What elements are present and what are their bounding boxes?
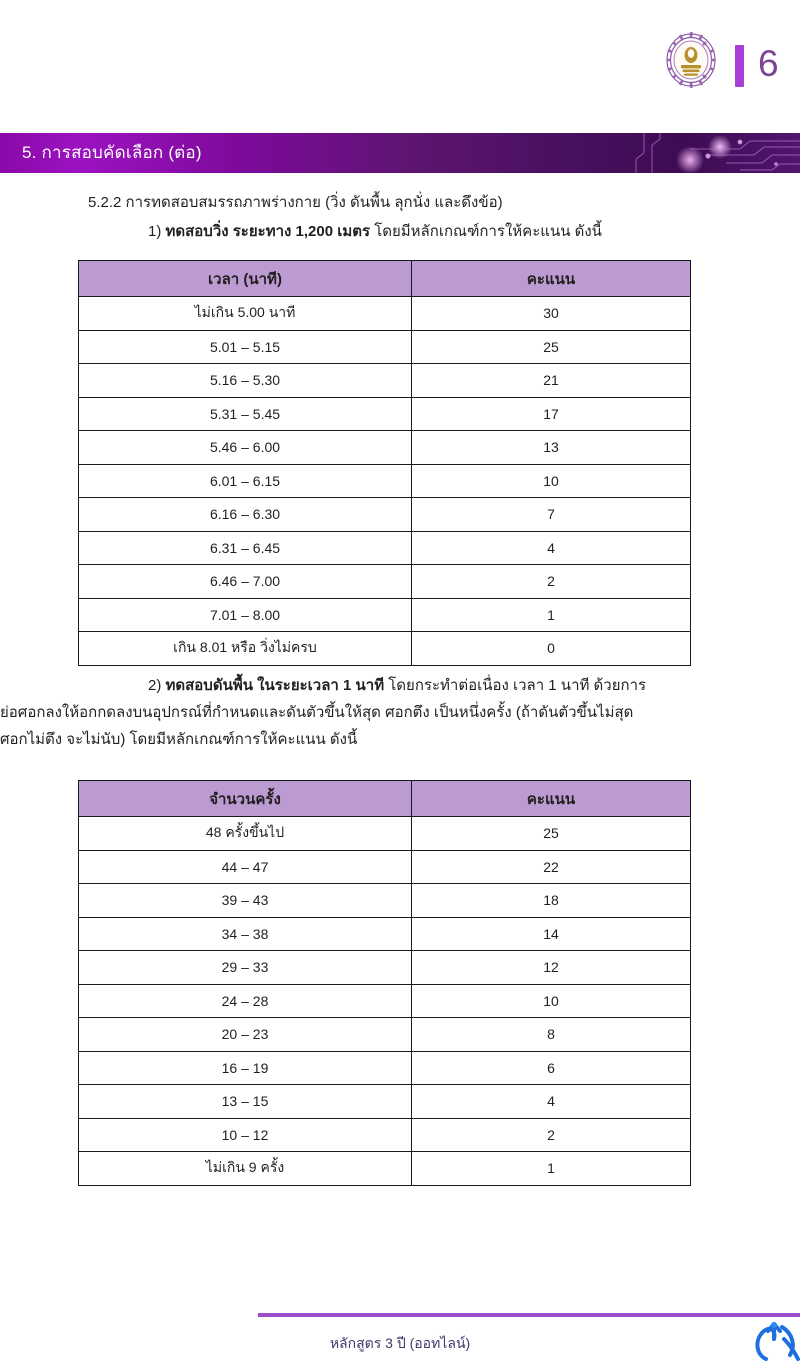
- section-banner: [0, 133, 800, 173]
- cell-score: 25: [412, 817, 691, 851]
- cell-score: 14: [412, 917, 691, 951]
- cell-count: 39 – 43: [79, 884, 412, 918]
- table-row: [79, 598, 691, 632]
- cell-score: 12: [412, 951, 691, 985]
- table-row: [79, 364, 691, 398]
- cell-score: 7: [412, 498, 691, 532]
- university-seal-icon: [664, 31, 718, 89]
- cell-score: 1: [412, 1152, 691, 1186]
- cell-time: 6.31 – 6.45: [79, 531, 412, 565]
- cell-count: 16 – 19: [79, 1051, 412, 1085]
- cell-time: 5.31 – 5.45: [79, 397, 412, 431]
- cell-time: เกิน 8.01 หรือ วิ่งไม่ครบ: [79, 632, 412, 666]
- page-number: 6: [758, 43, 779, 84]
- table-row: [79, 817, 691, 851]
- pushup-test-paragraph: [0, 672, 800, 753]
- column-header-time: เวลา (นาที): [79, 261, 412, 297]
- cell-score: 10: [412, 984, 691, 1018]
- table-row: [79, 1018, 691, 1052]
- table-row: [79, 531, 691, 565]
- table-row: [79, 1051, 691, 1085]
- page-footer: [0, 1313, 800, 1368]
- run-test-suffix: โดยมีหลักเกณฑ์การให้คะแนน ดังนี้: [370, 223, 602, 240]
- run-score-table: [78, 260, 691, 666]
- cell-score: 6: [412, 1051, 691, 1085]
- cell-time: 5.01 – 5.15: [79, 330, 412, 364]
- cell-count: 29 – 33: [79, 951, 412, 985]
- cell-count: 10 – 12: [79, 1118, 412, 1152]
- subsection-heading: 5.2.2 การทดสอบสมรรถภาพร่างกาย (วิ่ง ดันพื้น ลุกนั่ง และดึงข้อ): [88, 194, 503, 211]
- cell-count: 48 ครั้งขึ้นไป: [79, 817, 412, 851]
- table-row: [79, 431, 691, 465]
- cell-score: 2: [412, 565, 691, 599]
- pushup-paragraph-line-3: ศอกไม่ตึง จะไม่นับ) โดยมีหลักเกณฑ์การให้คะแนน ดังนี้: [0, 731, 358, 748]
- table-row: [79, 917, 691, 951]
- table-row: [79, 297, 691, 331]
- table-row: [79, 884, 691, 918]
- table-row: [79, 565, 691, 599]
- cell-count: 13 – 15: [79, 1085, 412, 1119]
- column-header-count: จำนวนครั้ง: [79, 781, 412, 817]
- circuit-pattern-icon: [540, 133, 800, 173]
- pushup-test-title: ทดสอบดันพื้น ในระยะเวลา 1 นาที: [165, 677, 385, 694]
- table-row: [79, 330, 691, 364]
- cell-score: 17: [412, 397, 691, 431]
- cell-count: 20 – 23: [79, 1018, 412, 1052]
- table-row: [79, 397, 691, 431]
- cell-score: 13: [412, 431, 691, 465]
- page-header: [0, 0, 800, 125]
- cell-count: 44 – 47: [79, 850, 412, 884]
- cell-score: 0: [412, 632, 691, 666]
- cell-time: 6.01 – 6.15: [79, 464, 412, 498]
- cell-score: 25: [412, 330, 691, 364]
- pushup-paragraph-line-1: [0, 672, 800, 699]
- cell-score: 4: [412, 531, 691, 565]
- footer-label: หลักสูตร 3 ปี (ออทไลน์): [329, 1335, 471, 1351]
- cell-count: ไม่เกิน 9 ครั้ง: [79, 1152, 412, 1186]
- vertical-bar-icon: [735, 45, 744, 87]
- run-test-number: 1): [148, 223, 166, 240]
- cell-score: 8: [412, 1018, 691, 1052]
- cell-time: 6.46 – 7.00: [79, 565, 412, 599]
- cell-time: ไม่เกิน 5.00 นาที: [79, 297, 412, 331]
- table-row: [79, 1152, 691, 1186]
- pushup-paragraph-line-2: ย่อศอกลงให้อกกดลงบนอุปกรณ์ที่กำหนดและดันตัวขึ้นให้สุด ศอกตึง เป็นหนึ่งครั้ง (ถ้าดันตัวขึ้นไม่สุด: [0, 704, 634, 721]
- table-row: [79, 951, 691, 985]
- table-row: [79, 850, 691, 884]
- cell-score: 30: [412, 297, 691, 331]
- table-row: [79, 1085, 691, 1119]
- table-header-row: [79, 261, 691, 297]
- footer-divider: [258, 1313, 800, 1317]
- pushup-test-suffix: โดยกระทำต่อเนื่อง เวลา 1 นาที ด้วยการ: [384, 677, 647, 694]
- cell-score: 18: [412, 884, 691, 918]
- cell-time: 7.01 – 8.00: [79, 598, 412, 632]
- cell-count: 34 – 38: [79, 917, 412, 951]
- run-test-heading: [148, 221, 602, 243]
- table-header-row: [79, 781, 691, 817]
- cell-score: 1: [412, 598, 691, 632]
- cell-score: 21: [412, 364, 691, 398]
- table-row: [79, 1118, 691, 1152]
- column-header-score: คะแนน: [412, 781, 691, 817]
- table-row: [79, 984, 691, 1018]
- table-row: [79, 498, 691, 532]
- cell-time: 5.16 – 5.30: [79, 364, 412, 398]
- cell-score: 22: [412, 850, 691, 884]
- run-test-title: ทดสอบวิ่ง ระยะทาง 1,200 เมตร: [165, 223, 371, 240]
- cell-time: 6.16 – 6.30: [79, 498, 412, 532]
- cell-score: 10: [412, 464, 691, 498]
- cell-count: 24 – 28: [79, 984, 412, 1018]
- table-row: [79, 632, 691, 666]
- section-banner-title: 5. การสอบคัดเลือก (ต่อ): [22, 143, 202, 162]
- cell-time: 5.46 – 6.00: [79, 431, 412, 465]
- column-header-score: คะแนน: [412, 261, 691, 297]
- blue-brand-logo-icon: [750, 1319, 800, 1363]
- cell-score: 2: [412, 1118, 691, 1152]
- pushup-score-table: [78, 780, 691, 1186]
- table-row: [79, 464, 691, 498]
- pushup-test-number: 2): [148, 677, 166, 694]
- cell-score: 4: [412, 1085, 691, 1119]
